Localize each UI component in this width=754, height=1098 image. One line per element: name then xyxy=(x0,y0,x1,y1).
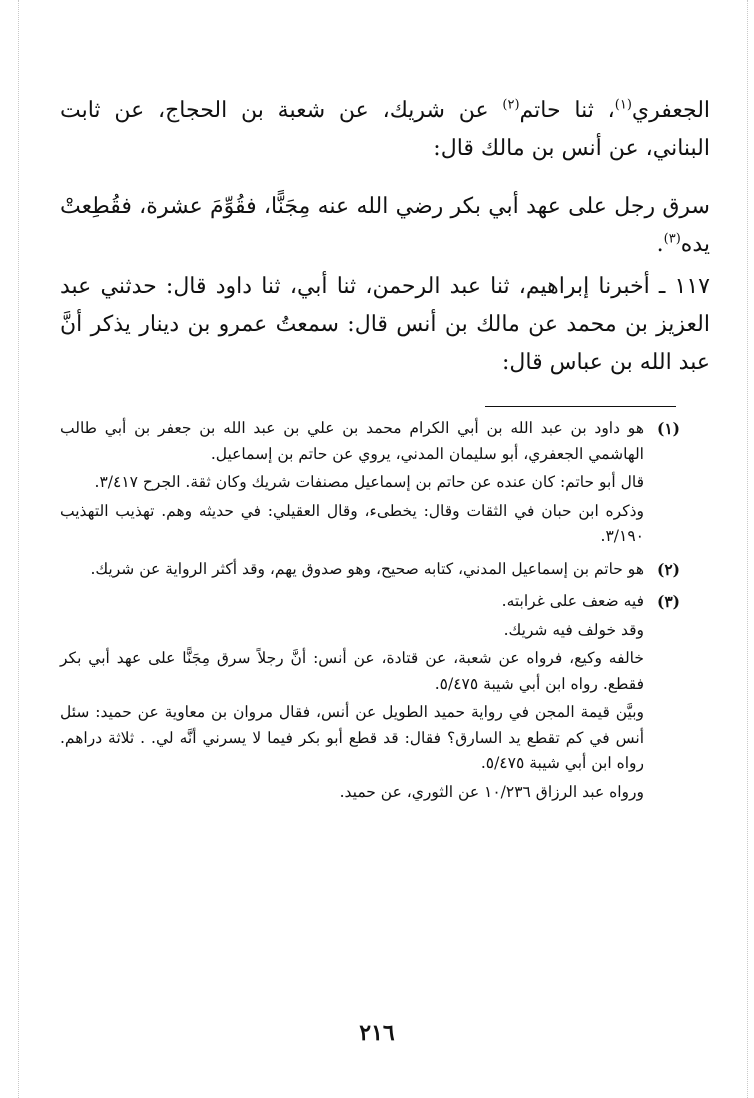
text-segment: سرق رجل على عهد أبي بكر رضي الله عنه مِجَنًّا، فقُوِّمَ عشرة، فقُطِعتْ يده xyxy=(60,194,710,257)
footnote-body xyxy=(60,416,644,553)
page-number: ٢١٦ xyxy=(359,1020,395,1046)
footnote-line: وقد خولف فيه شريك. xyxy=(503,620,644,639)
footnote-number: (٢) xyxy=(656,559,680,579)
footnote-line: وذكره ابن حبان في الثقات وقال: يخطىء، وقال العقيلي: في حديثه وهم. تهذيب التهذيب ٣/١٩٠. xyxy=(60,501,644,545)
footnote-2 xyxy=(60,557,680,586)
footnote-ref-3: (٣) xyxy=(663,231,681,247)
footnote-3 xyxy=(60,589,680,808)
main-paragraph-2 xyxy=(60,188,710,264)
text-segment: . xyxy=(656,232,664,257)
footnote-ref-1: (١) xyxy=(614,97,632,113)
text-segment: الجعفري xyxy=(631,98,711,123)
footnote-line: هو حاتم بن إسماعيل المدني، كتابه صحيح، وهو صدوق يهم، وقد أكثر الرواية عن شريك. xyxy=(90,559,644,578)
footnote-line: وبيَّن قيمة المجن في رواية حميد الطويل عن أنس، فقال مروان بن معاوية عن حميد: سئل أنس في كم تقطع يد السارق؟ فقال: قد قطع أبو بكر فيما لا يسرني أنَّه لي. . ثلاثة دراهم. رواه ابن أبي شيبة ٥/٤٧٥. xyxy=(60,703,644,772)
footnotes xyxy=(60,416,680,812)
footnote-number: (٣) xyxy=(656,592,680,611)
main-paragraph-1 xyxy=(60,92,710,168)
footnote-line: قال أبو حاتم: كان عنده عن حاتم بن إسماعيل مصنفات شريك وكان ثقة. الجرح ٣/٤١٧. xyxy=(94,473,644,491)
paragraph-text xyxy=(60,188,710,264)
text-segment: عن شريك، عن شعبة بن الحجاج، عن ثابت البناني، عن أنس بن مالك قال: xyxy=(60,98,710,161)
footnote-1 xyxy=(60,416,680,553)
scan-edge-left xyxy=(18,0,19,1098)
footnote-body xyxy=(60,557,644,586)
footnote-line: هو داود بن عبد الله بن أبي الكرام محمد بن علي بن عبد الله بن جعفر بن أبي طالب الهاشمي الجعفري، أبو سليمان المدني، يروي عن حاتم بن إسماعيل. xyxy=(60,419,644,463)
footnote-separator xyxy=(485,406,676,407)
scan-edge-right xyxy=(747,0,748,1098)
text-segment: ، ثنا حاتم xyxy=(519,98,615,123)
footnote-number: (١) xyxy=(656,419,680,438)
footnote-line: خالفه وكيع، فرواه عن شعبة، عن قتادة، عن أنس: أنَّ رجلاً سرق مِجَنًّا على عهد أبي بكر فقطع. رواه ابن أبي شيبة ٥/٤٧٥. xyxy=(60,649,644,693)
footnote-line: ورواه عبد الرزاق ١٠/٢٣٦ عن الثوري، عن حميد. xyxy=(339,782,644,801)
paragraph-text: ١١٧ ـ أخبرنا إبراهيم، ثنا عبد الرحمن، ثنا أبي، ثنا داود قال: حدثني عبد العزيز بن محمد عن مالك بن أنس قال: سمعتُ عمرو بن دينار يذكر أنَّ عبد الله بن عباس قال: xyxy=(60,274,710,375)
main-paragraph-3 xyxy=(60,268,710,382)
footnote-body xyxy=(60,589,644,808)
footnote-ref-2: (٢) xyxy=(502,97,520,113)
footnote-line: فيه ضعف على غرابته. xyxy=(501,592,644,610)
paragraph-text xyxy=(60,92,710,168)
